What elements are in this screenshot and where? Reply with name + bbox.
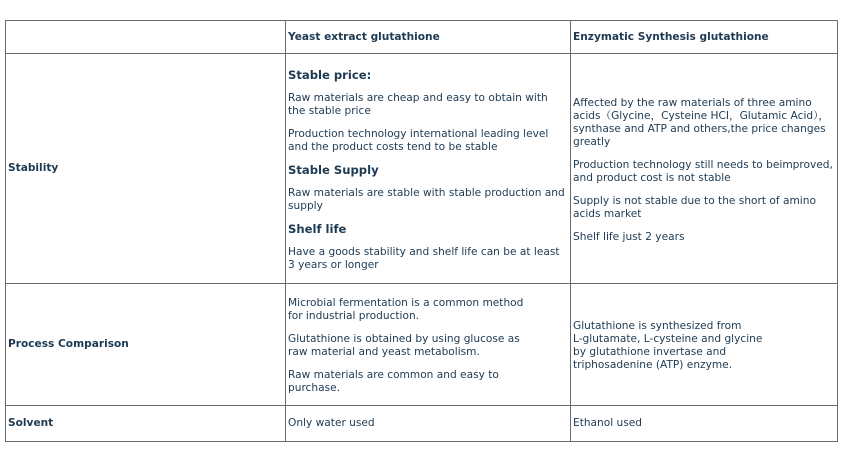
process-enzymatic-content <box>573 318 835 372</box>
cell-paragraph: Ethanol used <box>573 417 643 429</box>
process-yeast-cell <box>286 284 571 406</box>
cell-paragraph: Only water used <box>288 417 375 429</box>
row-process <box>6 284 838 406</box>
cell-paragraph: Have a goods stability and shelf life can be at least 3 years or longer <box>288 246 560 271</box>
solvent-yeast-cell <box>286 406 571 442</box>
cell-paragraph: Glutathione is synthesized from L-glutamate, L-cysteine and glycine by glutathione invertase and triphosadenine (ATP) enzyme. <box>573 319 763 371</box>
cell-paragraph: Supply is not stable due to the short of amino acids market <box>573 195 816 220</box>
solvent-enzymatic-content <box>573 417 835 430</box>
cell-paragraph: Raw materials are stable with stable production and supply <box>288 187 565 212</box>
row-stability <box>6 54 838 284</box>
cell-paragraph: Raw materials are cheap and easy to obtain with the stable price <box>288 92 548 117</box>
header-yeast: Yeast extract glutathione <box>286 21 571 54</box>
stability-enzymatic-cell <box>571 54 838 284</box>
header-empty-cell <box>6 21 286 54</box>
solvent-yeast-content <box>288 417 568 430</box>
stability-enzymatic-content <box>573 89 835 248</box>
stability-yeast-content <box>288 61 568 276</box>
row-label-process: Process Comparison <box>6 284 286 406</box>
cell-paragraph: Glutathione is obtained by using glucose as raw material and yeast metabolism. <box>288 332 520 358</box>
cell-paragraph: Production technology international leading level and the product costs tend to be stable <box>288 128 549 153</box>
section-heading: Stable Supply <box>288 163 379 177</box>
section-heading: Shelf life <box>288 222 347 236</box>
cell-paragraph: Affected by the raw materials of three amino acids（Glycine，Cysteine HCI，Glutamic Acid），synthase and ATP and others,the price changes greatly <box>573 97 829 148</box>
solvent-enzymatic-cell <box>571 406 838 442</box>
row-label-solvent: Solvent <box>6 406 286 442</box>
comparison-table <box>5 20 838 442</box>
cell-paragraph: Shelf life just 2 years <box>573 231 685 243</box>
cell-paragraph: Raw materials are common and easy to purchase. <box>288 368 499 394</box>
header-enzymatic: Enzymatic Synthesis glutathione <box>571 21 838 54</box>
header-row <box>6 21 838 54</box>
cell-paragraph: Production technology still needs to beimproved, and product cost is not stable <box>573 159 833 184</box>
process-enzymatic-cell <box>571 284 838 406</box>
process-yeast-content <box>288 295 568 395</box>
row-label-stability: Stability <box>6 54 286 284</box>
section-heading: Stable price: <box>288 68 372 82</box>
cell-paragraph: Microbial fermentation is a common method for industrial production. <box>288 296 524 322</box>
stability-yeast-cell <box>286 54 571 284</box>
row-solvent <box>6 406 838 442</box>
